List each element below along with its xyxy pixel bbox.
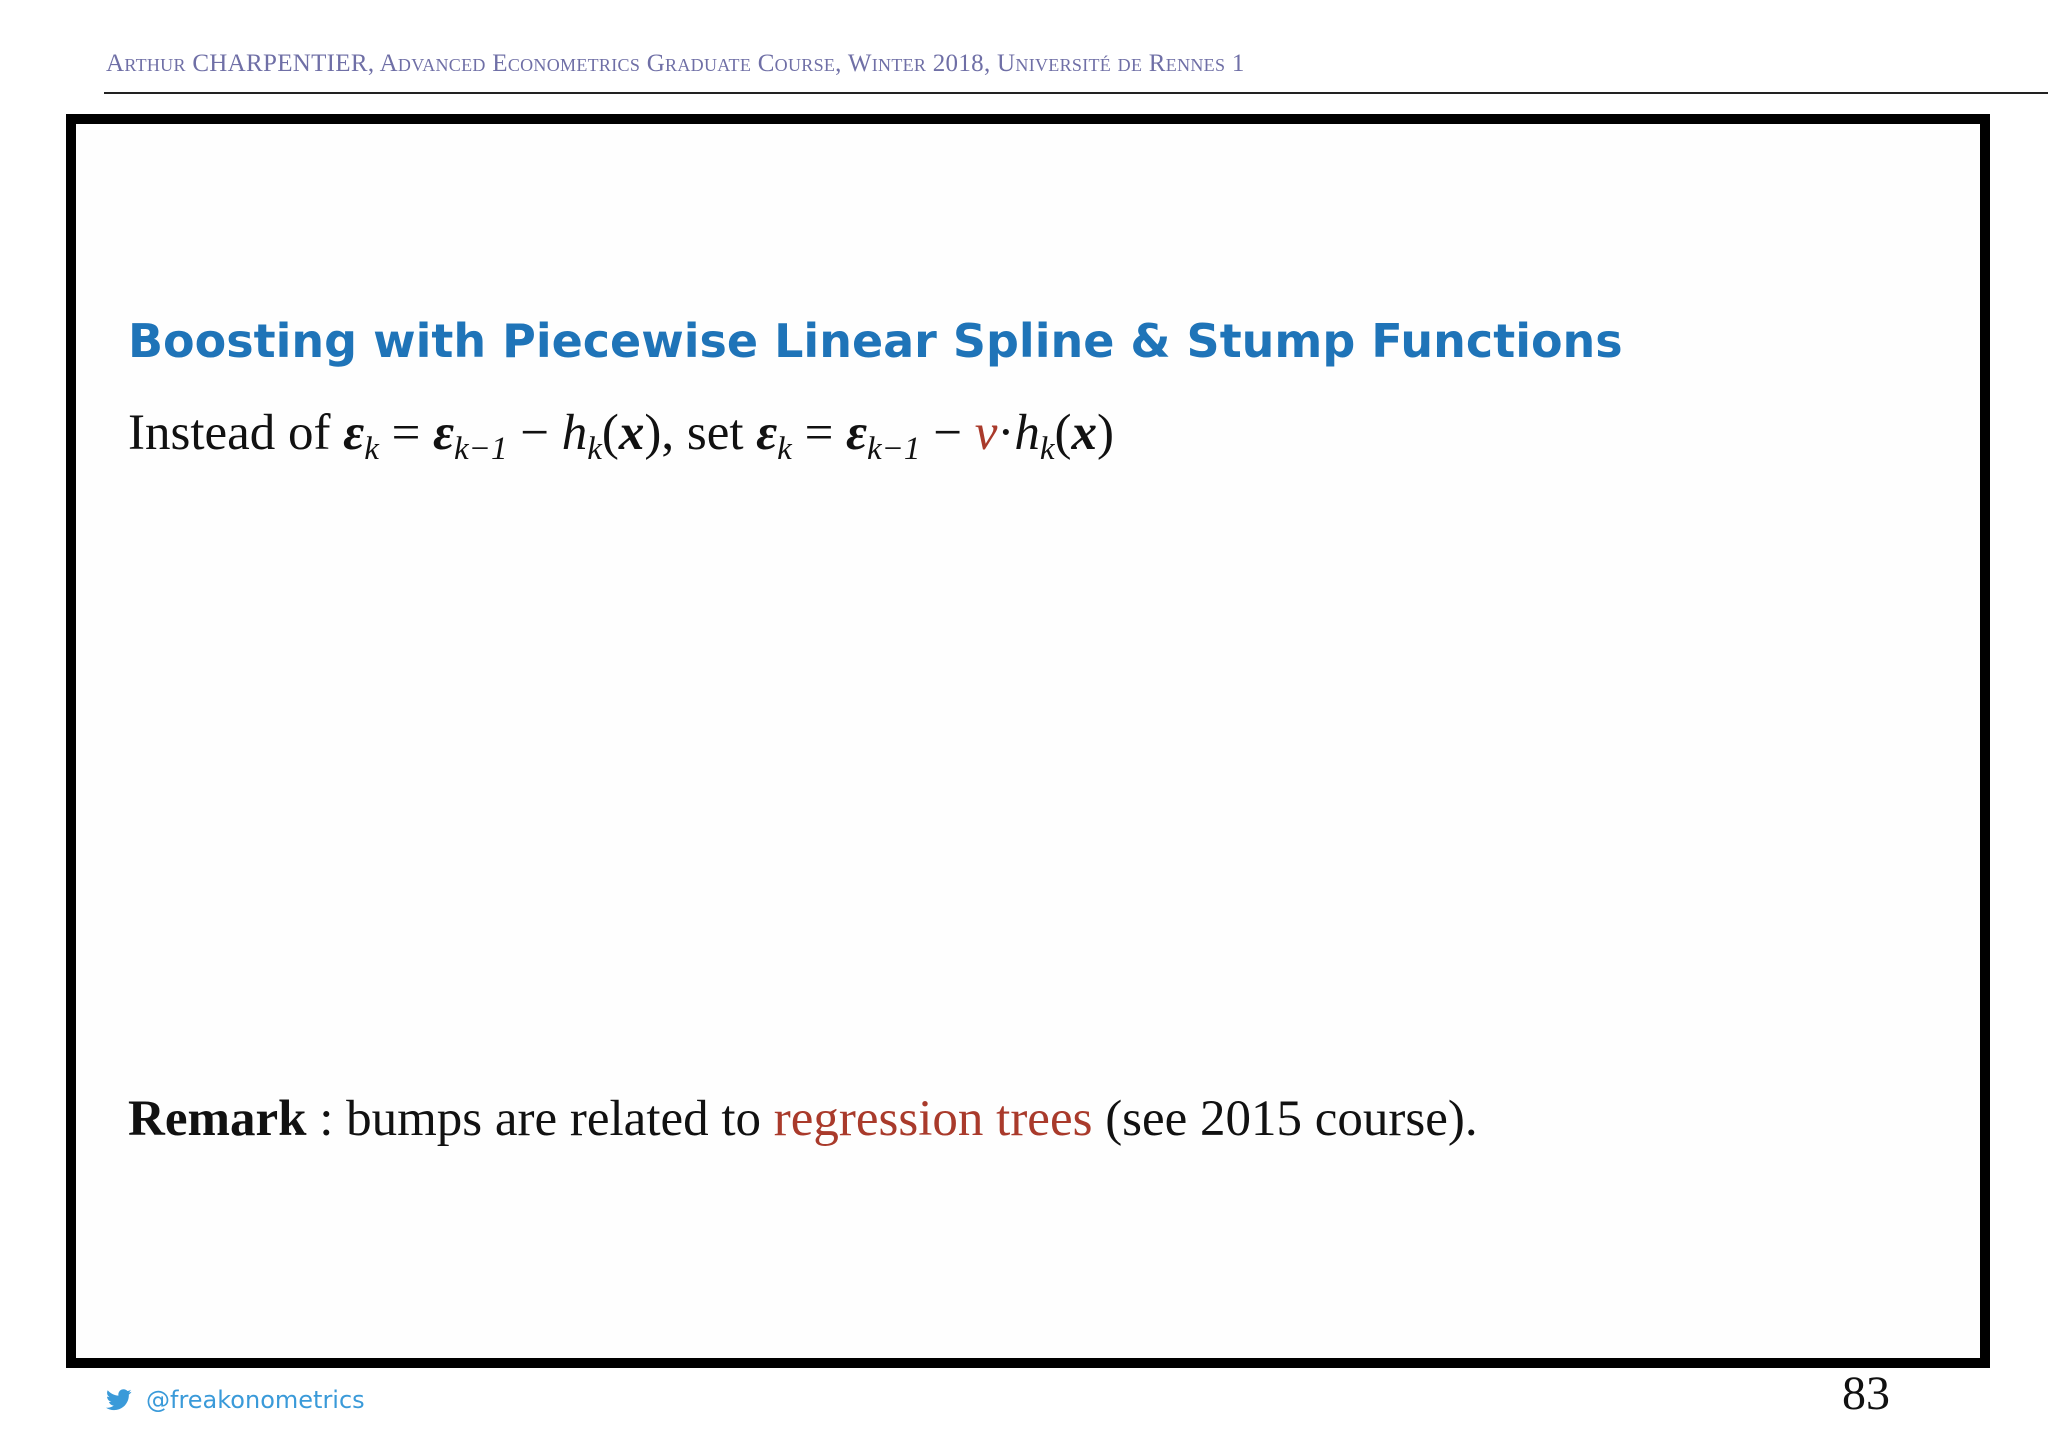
slide-frame bbox=[66, 114, 1990, 1368]
twitter-handle[interactable] bbox=[106, 1386, 365, 1414]
eps-symbol: ε bbox=[846, 405, 868, 461]
sub-k: k bbox=[777, 431, 792, 467]
equals-sign: = bbox=[791, 405, 847, 461]
close-paren: ) bbox=[1096, 405, 1114, 461]
minus-sign: − bbox=[507, 405, 562, 461]
twitter-handle-text: @freakonometrics bbox=[146, 1386, 365, 1414]
nu-symbol: ν bbox=[974, 405, 998, 461]
remark-label: Remark bbox=[128, 1091, 307, 1147]
equation-separator: , set bbox=[661, 405, 757, 461]
open-paren: ( bbox=[1054, 405, 1072, 461]
sub-k: k bbox=[587, 431, 602, 467]
remark-paragraph bbox=[128, 1090, 1478, 1148]
sub-k: k bbox=[364, 431, 379, 467]
twitter-bird-icon bbox=[106, 1389, 132, 1411]
eps-symbol: ε bbox=[756, 405, 778, 461]
regression-trees-link[interactable]: regression trees bbox=[773, 1091, 1093, 1147]
slide-title: Boosting with Piecewise Linear Spline & Stump Functions bbox=[128, 314, 1623, 368]
x-symbol: x bbox=[1071, 405, 1097, 461]
x-symbol: x bbox=[618, 405, 645, 461]
eps-symbol: ε bbox=[433, 405, 455, 461]
page-number: 83 bbox=[1842, 1367, 1890, 1420]
close-paren: ) bbox=[644, 405, 662, 461]
dot-operator: · bbox=[997, 405, 1015, 461]
shrinkage-equation bbox=[128, 404, 1114, 467]
minus-sign: − bbox=[920, 405, 975, 461]
h-symbol: h bbox=[1014, 405, 1040, 461]
remark-tail: (see 2015 course). bbox=[1092, 1091, 1478, 1147]
eps-symbol: ε bbox=[343, 405, 365, 461]
sub-k-minus-1: k−1 bbox=[454, 431, 508, 467]
open-paren: ( bbox=[601, 405, 619, 461]
equation-lead: Instead of bbox=[128, 405, 344, 461]
h-symbol: h bbox=[561, 405, 588, 461]
sub-k: k bbox=[1039, 431, 1055, 467]
remark-text: : bumps are related to bbox=[306, 1091, 774, 1147]
running-header: Arthur CHARPENTIER, Advanced Econometrics Graduate Course, Winter 2018, Université de Rennes 1 bbox=[106, 50, 1245, 77]
equals-sign: = bbox=[378, 405, 434, 461]
header-rule bbox=[104, 92, 2048, 94]
sub-k-minus-1: k−1 bbox=[867, 431, 921, 467]
